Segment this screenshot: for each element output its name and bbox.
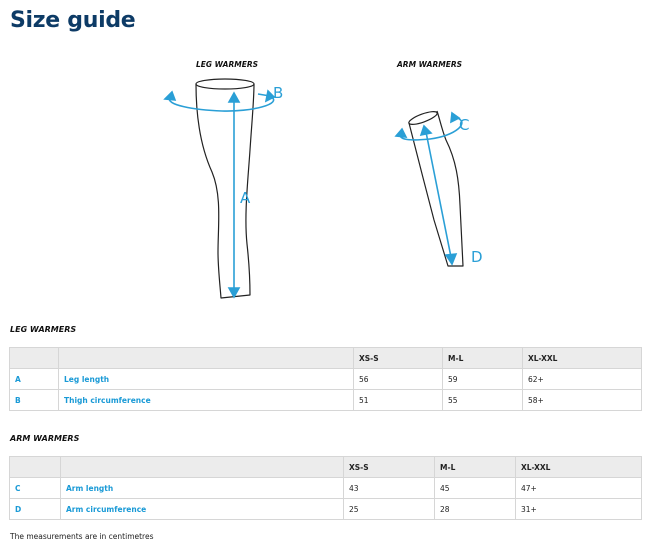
size-value: 45 xyxy=(435,478,516,499)
leg-size-table xyxy=(9,347,642,411)
size-value: 31+ xyxy=(516,499,642,520)
size-value: 25 xyxy=(344,499,435,520)
arm-table-title: ARM WARMERS xyxy=(10,434,80,443)
measurement-code: C xyxy=(10,478,61,499)
arm-length-arrow xyxy=(421,126,456,264)
header-measurement xyxy=(61,457,344,478)
arm-warmer-drawing xyxy=(408,109,463,266)
leg-figure-label: LEG WARMERS xyxy=(196,60,259,69)
leg-table-title: LEG WARMERS xyxy=(10,325,77,334)
size-value: 51 xyxy=(354,390,443,411)
size-value: 28 xyxy=(435,499,516,520)
table-row xyxy=(10,499,642,520)
marker-d: D xyxy=(471,248,483,266)
header-size-xl-xxl: XL-XXL xyxy=(523,348,642,369)
header-code xyxy=(10,457,61,478)
header-size-m-l: M-L xyxy=(443,348,523,369)
thigh-circumference-arrow xyxy=(165,91,274,111)
header-measurement xyxy=(59,348,354,369)
table-row xyxy=(10,478,642,499)
table-row xyxy=(10,369,642,390)
size-value: 43 xyxy=(344,478,435,499)
size-value: 62+ xyxy=(523,369,642,390)
arm-circumference-arrow xyxy=(396,113,462,140)
header-size-xs-s: XS-S xyxy=(344,457,435,478)
measurement-units-note: The measurements are in centimetres xyxy=(10,532,154,541)
measurement-name: Arm length xyxy=(61,478,344,499)
leg-length-arrow xyxy=(229,93,239,297)
measurement-code: D xyxy=(10,499,61,520)
size-value: 47+ xyxy=(516,478,642,499)
table-header-row xyxy=(10,348,642,369)
page-title: Size guide xyxy=(10,8,136,33)
size-value: 59 xyxy=(443,369,523,390)
measurement-code: A xyxy=(10,369,59,390)
size-value: 58+ xyxy=(523,390,642,411)
header-code xyxy=(10,348,59,369)
table-header-row xyxy=(10,457,642,478)
arm-figure-label: ARM WARMERS xyxy=(397,60,463,69)
measurement-code: B xyxy=(10,390,59,411)
measurement-name: Leg length xyxy=(59,369,354,390)
size-value: 55 xyxy=(443,390,523,411)
measurement-name: Thigh circumference xyxy=(59,390,354,411)
marker-c: C xyxy=(459,116,470,134)
marker-b: B xyxy=(273,84,284,102)
arm-size-table xyxy=(9,456,642,520)
header-size-xl-xxl: XL-XXL xyxy=(516,457,642,478)
header-size-xs-s: XS-S xyxy=(354,348,443,369)
header-size-m-l: M-L xyxy=(435,457,516,478)
measurement-name: Arm circumference xyxy=(61,499,344,520)
size-value: 56 xyxy=(354,369,443,390)
table-row xyxy=(10,390,642,411)
marker-a: A xyxy=(240,189,251,207)
